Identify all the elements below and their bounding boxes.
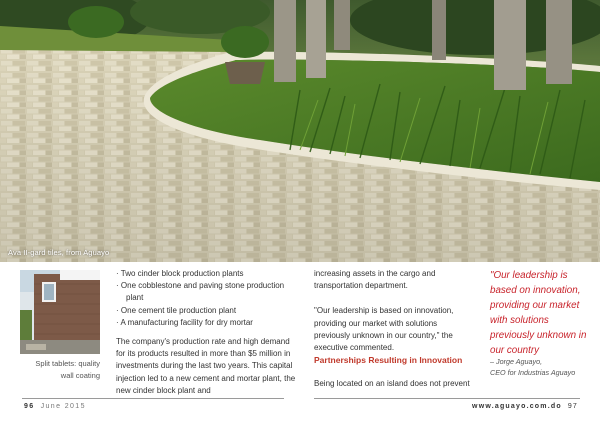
website-url[interactable]: www.aguayo.com.do: [472, 403, 562, 410]
page-number-right: 97: [567, 403, 578, 410]
footer-rule-right: [314, 398, 580, 399]
footer-rule-left: [22, 398, 284, 399]
section-subheading: Partnerships Resulting in Innovation: [314, 355, 463, 366]
page-number-left: 96: [24, 403, 35, 410]
thumbnail-photo: [20, 270, 100, 354]
bullet-item: · One cement tile production plant: [116, 305, 296, 317]
attribution-title: CEO for Industrias Aguayo: [490, 368, 576, 377]
thumbnail-caption-line2: wall coating: [60, 371, 100, 380]
body-paragraph: "Our leadership is based on innovation, providing our market with solutions previously unknown in our country," the executive commented.: [314, 306, 454, 353]
bullet-item: · Two cinder block production plants: [116, 268, 296, 280]
bullet-item: · One cobblestone and paving stone production plant: [116, 280, 296, 304]
pull-quote-attribution: [490, 356, 590, 378]
thumbnail-caption: [20, 358, 100, 382]
thumbnail-caption-line1: Split tablets: quality: [35, 359, 100, 368]
body-column-1: [116, 268, 296, 397]
footer-right: [472, 403, 578, 410]
attribution-name: – Jorge Aguayo,: [490, 357, 543, 366]
hero-caption: Ava II-gard tiles, from Aguayo: [8, 248, 110, 257]
body-paragraph: The company's production rate and high demand for its products resulted in more than $5 million in investments during the last two years. This capital injection led to a new cement and mortar plant, the new cinder block plant and: [116, 337, 296, 395]
split-tablet-wall-illustration: [20, 270, 100, 354]
pull-quote: "Our leadership is based on innovation, providing our market with solutions previously unknown in our country: [490, 270, 587, 356]
footer-left: [24, 403, 86, 410]
body-column-2: [314, 268, 474, 391]
bullet-item: · A manufacturing facility for dry mortar: [116, 317, 296, 329]
issue-date: June 2015: [40, 403, 86, 410]
body-paragraph: Being located on an island does not prevent: [314, 379, 470, 389]
body-paragraph: increasing assets in the cargo and transportation department.: [314, 269, 436, 291]
